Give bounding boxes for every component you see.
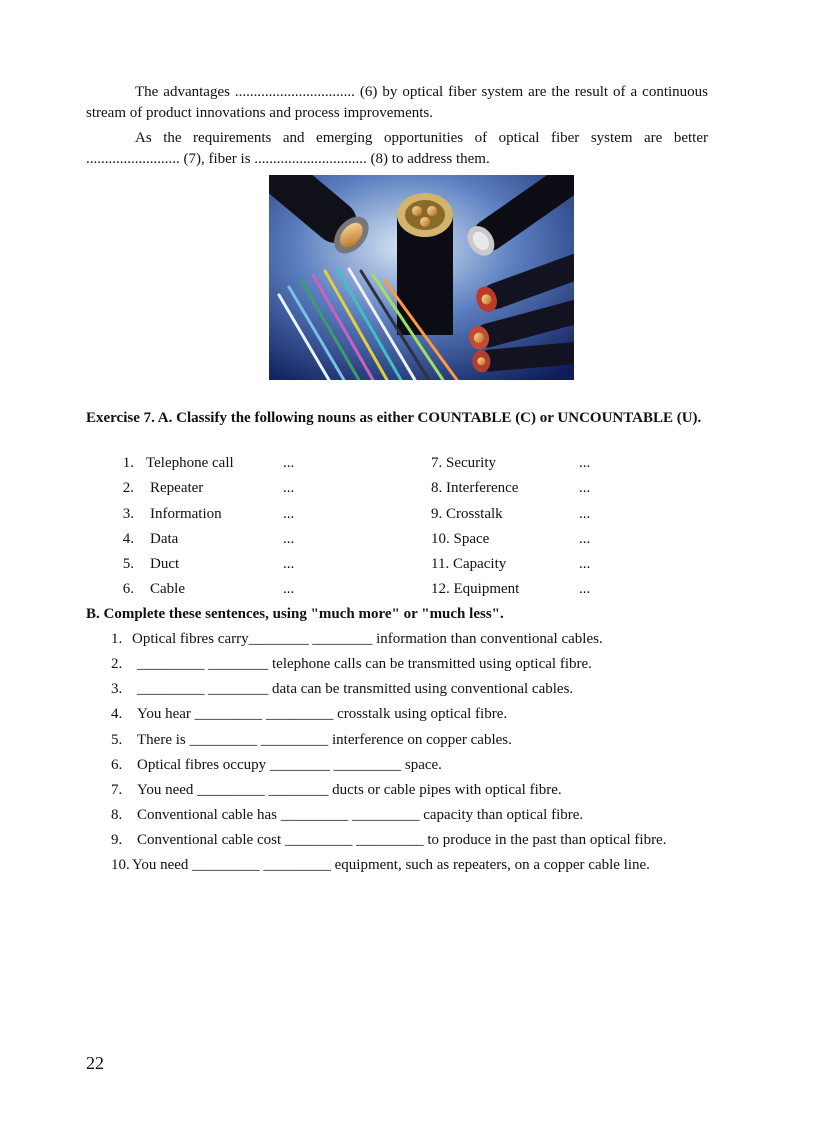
answer-blank[interactable]: ... — [579, 581, 591, 597]
noun-row — [0, 480, 816, 502]
noun-row — [0, 556, 816, 578]
noun-word: Cable — [150, 581, 185, 597]
sentence-text[interactable]: _________ ________ data can be transmitted using conventional cables. — [137, 681, 574, 697]
answer-blank[interactable]: ... — [283, 506, 295, 522]
sentence-item — [111, 631, 603, 648]
sentence-number: 4. — [111, 706, 123, 722]
sentence-number: 5. — [111, 732, 123, 748]
noun-number: 6. — [122, 581, 134, 597]
sentence-text[interactable]: _________ ________ telephone calls can be transmitted using optical fibre. — [137, 656, 592, 672]
sentence-item — [111, 656, 592, 673]
sentence-text[interactable]: Conventional cable cost _________ _________ to produce in the past than optical fibre. — [137, 832, 667, 848]
noun-word: Duct — [150, 556, 180, 572]
noun-word: 9. Crosstalk — [431, 506, 503, 522]
sentence-number: 6. — [111, 757, 123, 773]
sentence-number: 1. — [111, 631, 123, 647]
exercise-7b-heading: B. Complete these sentences, using "much more" or "much less". — [86, 606, 504, 622]
answer-blank[interactable]: ... — [579, 531, 591, 547]
sentence-text[interactable]: Optical fibres carry________ ________ information than conventional cables. — [132, 631, 603, 647]
answer-blank[interactable]: ... — [283, 531, 295, 547]
noun-word: Data — [150, 531, 179, 547]
sentence-text[interactable]: Optical fibres occupy ________ _________ space. — [137, 757, 442, 773]
answer-blank[interactable]: ... — [283, 581, 295, 597]
noun-word: 12. Equipment — [431, 581, 520, 597]
sentence-text[interactable]: Conventional cable has _________ _________ capacity than optical fibre. — [137, 807, 584, 823]
noun-number: 1. — [122, 455, 134, 471]
sentence-text[interactable]: You need _________ _________ equipment, such as repeaters, on a copper cable line. — [132, 857, 650, 873]
sentence-item — [111, 732, 512, 749]
noun-number: 5. — [122, 556, 134, 572]
intro-paragraph-2: As the requirements and emerging opportunities of optical fiber system are better ......................... (7), fiber is .............................. (8) to address them. — [86, 130, 708, 167]
answer-blank[interactable]: ... — [579, 506, 591, 522]
noun-row — [0, 506, 816, 528]
sentence-item — [111, 782, 562, 799]
noun-number: 4. — [122, 531, 134, 547]
sentence-text[interactable]: There is _________ _________ interference on copper cables. — [137, 732, 512, 748]
noun-word: Telephone call — [146, 455, 234, 471]
noun-word: 8. Interference — [431, 480, 519, 496]
sentence-item — [111, 857, 650, 874]
noun-word: 11. Capacity — [431, 556, 507, 572]
answer-blank[interactable]: ... — [283, 480, 295, 496]
noun-row — [0, 581, 816, 603]
noun-word: 10. Space — [431, 531, 490, 547]
noun-word: Repeater — [150, 480, 204, 496]
sentence-number: 9. — [111, 832, 123, 848]
sentence-item — [111, 832, 666, 849]
noun-row — [0, 455, 816, 477]
answer-blank[interactable]: ... — [579, 455, 591, 471]
sentence-text[interactable]: You hear _________ _________ crosstalk using optical fibre. — [137, 706, 508, 722]
intro-paragraph-1: The advantages ................................ (6) by optical fiber system are the result of a continuous stream of product innovations and process improvements. — [86, 84, 708, 121]
exercise-7a-heading: Exercise 7. A. Classify the following nouns as either COUNTABLE (C) or UNCOUNTABLE (U). — [86, 410, 702, 426]
noun-row — [0, 531, 816, 553]
cables-photo — [269, 175, 574, 380]
answer-blank[interactable]: ... — [579, 556, 591, 572]
sentence-number: 3. — [111, 681, 123, 697]
noun-word: 7. Security — [431, 455, 496, 471]
sentence-item — [111, 807, 583, 824]
noun-number: 2. — [122, 480, 134, 496]
sentence-number: 2. — [111, 656, 123, 672]
sentence-item — [111, 681, 573, 698]
noun-number: 3. — [122, 506, 134, 522]
noun-word: Information — [150, 506, 222, 522]
answer-blank[interactable]: ... — [579, 480, 591, 496]
answer-blank[interactable]: ... — [283, 556, 295, 572]
sentence-number: 10. — [111, 857, 130, 873]
sentence-item — [111, 706, 507, 723]
answer-blank[interactable]: ... — [283, 455, 295, 471]
sentence-text[interactable]: You need _________ ________ ducts or cable pipes with optical fibre. — [137, 782, 562, 798]
sentence-item — [111, 757, 442, 774]
page-number: 22 — [86, 1053, 104, 1073]
sentence-number: 7. — [111, 782, 123, 798]
sentence-number: 8. — [111, 807, 123, 823]
